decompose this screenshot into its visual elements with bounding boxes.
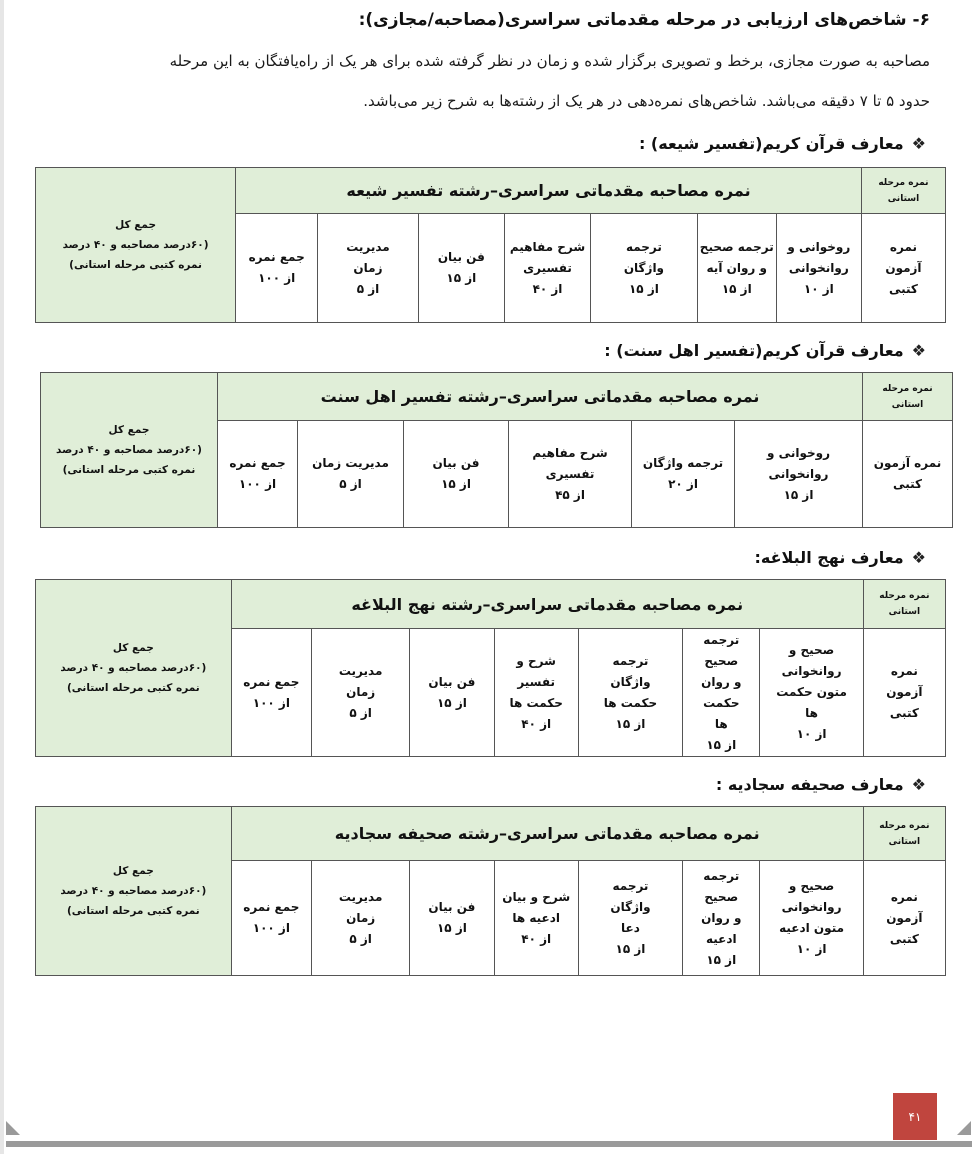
page-corner-right-icon xyxy=(957,1121,971,1135)
table-title: نمره مصاحبه مقدماتی سراسری–رشته تفسیر شیعه xyxy=(236,168,862,214)
criterion-cell: روخوانی و روانخوانی از ۱۰ xyxy=(776,214,861,323)
criterion-total-cell: جمع نمره از ۱۰۰ xyxy=(231,861,311,976)
criterion-cell: مدیریت زمان از ۵ xyxy=(298,421,404,528)
criterion-cell: ترجمه صحیح و روان حکمت ها از ۱۵ xyxy=(683,629,760,757)
criterion-total-cell: جمع نمره از ۱۰۰ xyxy=(218,421,298,528)
criterion-cell: فن بیان از ۱۵ xyxy=(410,629,494,757)
criterion-cell: ترجمه صحیح و روان ادعیه از ۱۵ xyxy=(683,861,760,976)
criterion-cell: ترجمه صحیح و روان آیه از ۱۵ xyxy=(697,214,776,323)
section-title-text: معارف قرآن کریم(تفسیر شیعه) : xyxy=(638,134,904,153)
criterion-cell: روخوانی و روانخوانی از ۱۵ xyxy=(735,421,863,528)
grand-total-header: جمع کل (۶۰درصد مصاحبه و ۴۰ درصد نمره کتبی مرحله استانی) xyxy=(41,373,218,528)
criterion-cell: شرح و بیان ادعیه ها از ۴۰ xyxy=(494,861,578,976)
page-corner-left-icon xyxy=(6,1121,20,1135)
bullet-icon: ❖ xyxy=(911,341,926,360)
criterion-cell: ترجمه واژگان حکمت ها از ۱۵ xyxy=(578,629,682,757)
criterion-cell: ترجمه واژگان از ۱۵ xyxy=(591,214,698,323)
section-heading: ۶- شاخص‌های ارزیابی در مرحله مقدماتی سراسری(مصاحبه/مجازی): xyxy=(358,10,930,30)
section-title-sahifa xyxy=(716,775,926,794)
written-exam-score: نمره آزمون کتبی xyxy=(863,861,945,976)
section-title-sunni xyxy=(604,341,926,360)
page-left-edge xyxy=(0,0,4,1154)
section-title-shia xyxy=(639,134,926,153)
criterion-cell: صحیح و روانخوانی متون ادعیه از ۱۰ xyxy=(760,861,863,976)
criterion-cell: شرح مفاهیم تفسیری از ۴۵ xyxy=(509,421,632,528)
table-title: نمره مصاحبه مقدماتی سراسری–رشته نهج البلاغه xyxy=(231,580,863,629)
table-title: نمره مصاحبه مقدماتی سراسری–رشته تفسیر اهل سنت xyxy=(218,373,863,421)
criterion-cell: فن بیان از ۱۵ xyxy=(404,421,509,528)
phase-score-header: نمره مرحله استانی xyxy=(861,168,945,214)
criterion-cell: ترجمه واژگان دعا از ۱۵ xyxy=(578,861,682,976)
written-exam-score: نمره آزمون کتبی xyxy=(863,421,953,528)
grade-table-nahj xyxy=(35,579,946,757)
phase-score-header: نمره مرحله استانی xyxy=(863,580,945,629)
criterion-cell: فن بیان از ۱۵ xyxy=(410,861,494,976)
section-title-nahj xyxy=(754,548,926,567)
criterion-cell: شرح مفاهیم تفسیری از ۴۰ xyxy=(504,214,590,323)
criterion-cell: مدیریت زمان از ۵ xyxy=(311,861,409,976)
criterion-total-cell: جمع نمره از ۱۰۰ xyxy=(231,629,311,757)
criterion-cell: ترجمه واژگان از ۲۰ xyxy=(632,421,735,528)
criterion-cell: فن بیان از ۱۵ xyxy=(418,214,504,323)
grade-table-sunni xyxy=(40,372,953,528)
intro-line-1: مصاحبه به صورت مجازی، برخط و تصویری برگزار شده و زمان در نظر گرفته شده برای هر یک از راه‌یافتگان به این مرحله xyxy=(169,52,930,70)
grand-total-header: جمع کل (۶۰درصد مصاحبه و ۴۰ درصد نمره کتبی مرحله استانی) xyxy=(36,168,236,323)
section-title-text: معارف قرآن کریم(تفسیر اهل سنت) : xyxy=(604,341,904,360)
phase-score-header: نمره مرحله استانی xyxy=(863,807,945,861)
grand-total-header: جمع کل (۶۰درصد مصاحبه و ۴۰ درصد نمره کتبی مرحله استانی) xyxy=(36,807,232,976)
section-title-text: معارف صحیفه سجادیه : xyxy=(715,775,904,794)
written-exam-score: نمره آزمون کتبی xyxy=(861,214,945,323)
criterion-cell: مدیریت زمان از ۵ xyxy=(311,629,409,757)
intro-line-2: حدود ۵ تا ۷ دقیقه می‌باشد. شاخص‌های نمره‌دهی در هر یک از رشته‌ها به شرح زیر می‌باشد. xyxy=(363,92,930,110)
page-number-badge: ۴۱ xyxy=(893,1093,937,1140)
phase-score-header: نمره مرحله استانی xyxy=(863,373,953,421)
section-title-text: معارف نهج البلاغه: xyxy=(754,548,904,567)
bullet-icon: ❖ xyxy=(911,548,926,567)
criterion-cell: مدیریت زمان از ۵ xyxy=(318,214,419,323)
criterion-cell: شرح و تفسیر حکمت ها از ۴۰ xyxy=(494,629,578,757)
bullet-icon: ❖ xyxy=(911,134,926,153)
criterion-cell: صحیح و روانخوانی متون حکمت ها از ۱۰ xyxy=(760,629,863,757)
grade-table-shia xyxy=(35,167,946,323)
written-exam-score: نمره آزمون کتبی xyxy=(863,629,945,757)
page-bottom-bar xyxy=(6,1141,972,1147)
bullet-icon: ❖ xyxy=(911,775,926,794)
criterion-total-cell: جمع نمره از ۱۰۰ xyxy=(236,214,318,323)
grade-table-sahifa xyxy=(35,806,946,976)
table-title: نمره مصاحبه مقدماتی سراسری–رشته صحیفه سجادیه xyxy=(231,807,863,861)
grand-total-header: جمع کل (۶۰درصد مصاحبه و ۴۰ درصد نمره کتبی مرحله استانی) xyxy=(36,580,232,757)
